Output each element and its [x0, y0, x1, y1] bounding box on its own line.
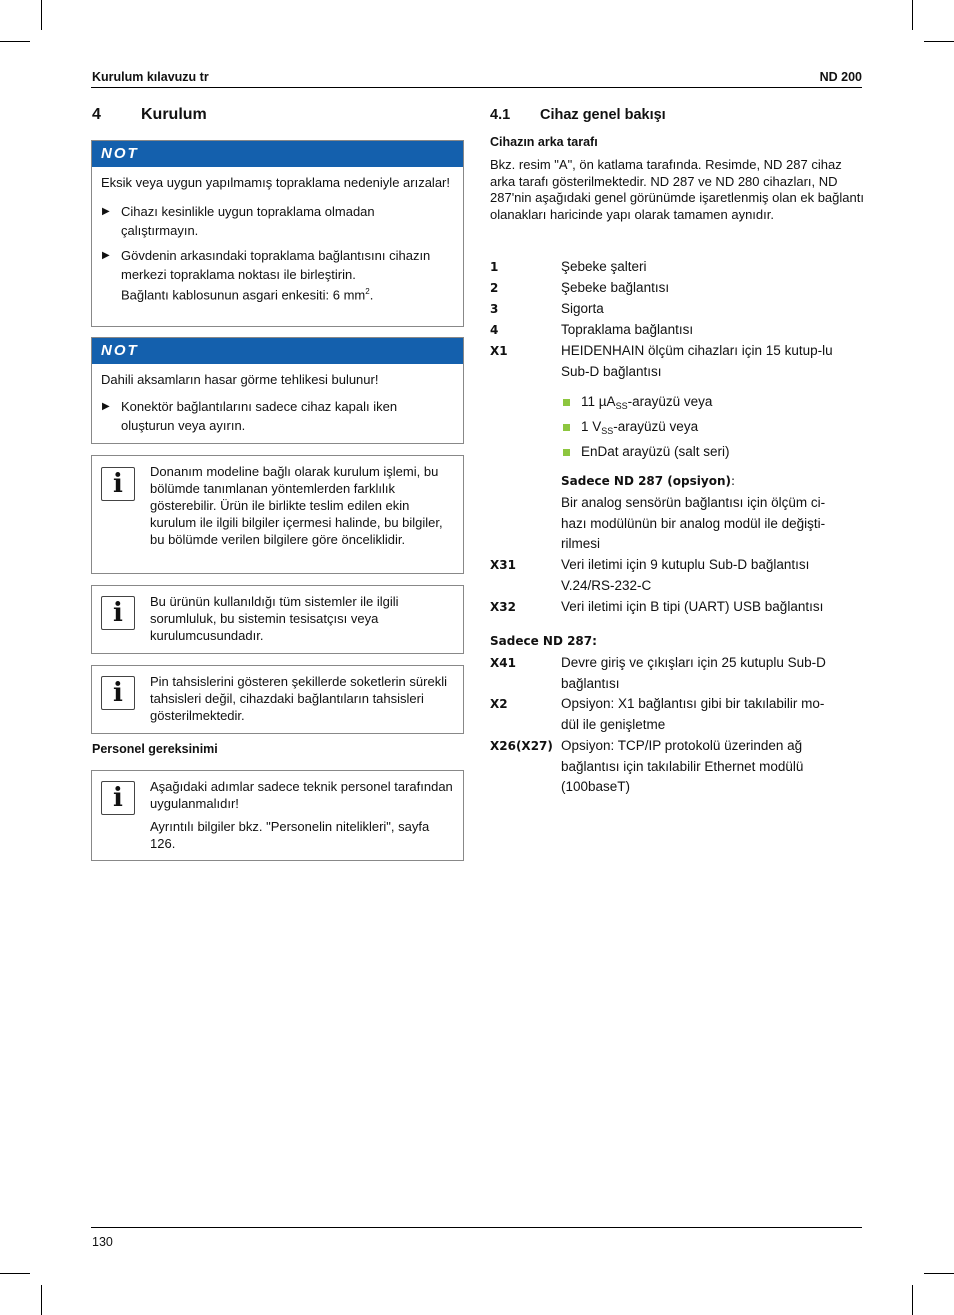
subtext-end: .: [369, 286, 374, 302]
bullet-main: EnDat arayüzü (salt seri): [581, 444, 730, 459]
info-box: [91, 585, 464, 654]
bullet-main: 11 µA: [581, 394, 616, 409]
crop-mark: [924, 1273, 954, 1274]
notice-bullet-subtext: [121, 284, 453, 303]
crop-mark: [41, 0, 42, 30]
green-square-icon: [563, 424, 570, 431]
info-text: Bu ürünün kullanıldığı tüm sistemler ile ilgili sorumluluk, bu sistemin tesisatçısı veya kurulumcusundadır.: [150, 594, 399, 643]
notice-bullet-text: Konektör bağlantılarını sadece cihaz kapalı iken oluşturun veya ayırın.: [121, 398, 398, 433]
legend-value: Opsiyon: TCP/IP protokolü üzerinden ağ bağlantısı için takılabilir Ethernet modülü (100baseT): [561, 738, 804, 795]
info-icon: i: [101, 596, 135, 630]
legend-key: X41: [490, 656, 516, 670]
crop-mark: [912, 0, 913, 30]
option-colon: :: [730, 474, 736, 488]
legend-value: Veri iletimi için B tipi (UART) USB bağlantısı: [561, 599, 824, 614]
section-heading: [490, 107, 666, 123]
green-square-icon: [563, 449, 570, 456]
info-text: Donanım modeline bağlı olarak kurulum işlemi, bu bölümde tanımlanan yöntemlerden farklılık gösterebilir. Ürün ile birlikte teslim edilen ekin kurulum ile ilgili bilgiler içermesi halinde, bu bilgiler, bu bölümde verilen bilgilere göre önceliklidir.: [150, 464, 443, 547]
legend-key: 4: [490, 323, 499, 337]
triangle-right-icon: ▶: [102, 249, 110, 261]
page-number: 130: [92, 1235, 113, 1249]
personnel-p2: Ayrıntılı bilgiler bkz. "Personelin nitelikleri", sayfa 126.: [150, 819, 430, 851]
notice-box-components: [91, 337, 464, 444]
legend-key: 2: [490, 281, 499, 295]
info-text: Pin tahsislerini gösteren şekillerde soketlerin sürekli tahsisleri değil, cihazdaki bağlantıların tahsisleri gösterilmektedir.: [150, 674, 447, 723]
chapter-heading: [92, 106, 207, 124]
notice-bullet: [101, 397, 453, 435]
nd287-heading: Sadece ND 287:: [490, 634, 597, 648]
info-icon: i: [101, 781, 135, 815]
notice-intro: Eksik veya uygun yapılmamış topraklama nedeniyle arızalar!: [101, 175, 450, 190]
legend-value: Şebeke şalteri: [561, 259, 647, 274]
notice-label: NOT: [92, 141, 463, 167]
interface-bullet-text: [581, 419, 698, 436]
notice-bullet-text: Gövdenin arkasındaki topraklama bağlantısını cihazın merkezi topraklama noktası ile birleştirin.: [121, 247, 431, 282]
interface-bullet-text: [581, 444, 730, 459]
subtext-main: Bağlantı kablosunun asgari enkesiti: 6 mm: [121, 286, 366, 302]
notice-box-grounding: [91, 140, 464, 327]
crop-mark: [924, 41, 954, 42]
notice-intro: Dahili aksamların hasar görme tehlikesi bulunur!: [101, 372, 379, 387]
legend-key: X26(X27): [490, 739, 553, 753]
crop-mark: [0, 41, 30, 42]
crop-mark: [0, 1273, 30, 1274]
bullet-subscript: SS: [601, 426, 614, 436]
bullet-end: -arayüzü veya: [627, 394, 713, 409]
interface-bullet-text: [581, 394, 712, 411]
subheading-rear: Cihazın arka tarafı: [490, 135, 598, 149]
notice-bullet: [101, 202, 453, 240]
running-header-left: Kurulum kılavuzu tr: [92, 70, 209, 84]
option-heading: [561, 474, 735, 488]
crop-mark: [912, 1285, 913, 1315]
section-number: 4.1: [490, 107, 511, 123]
section-title: Cihaz genel bakışı: [540, 107, 666, 123]
notice-bullet: [101, 246, 453, 303]
legend-value: Veri iletimi için 9 kutuplu Sub-D bağlantısı V.24/RS-232-C: [561, 557, 810, 593]
legend-key: 1: [490, 260, 499, 274]
green-square-icon: [563, 399, 570, 406]
info-box: [91, 455, 464, 574]
crop-mark: [41, 1285, 42, 1315]
legend-value: Şebeke bağlantısı: [561, 280, 670, 295]
personnel-heading: Personel gereksinimi: [92, 742, 218, 756]
chapter-title: Kurulum: [141, 106, 207, 123]
legend-key: X32: [490, 600, 516, 614]
triangle-right-icon: ▶: [102, 400, 110, 412]
option-text: Bir analog sensörün bağlantısı için ölçüm ci-hazı modülünün bir analog modül ile değişti-rilmesi: [561, 495, 826, 552]
info-box: [91, 665, 464, 734]
legend-value: Topraklama bağlantısı: [561, 322, 694, 337]
notice-label: NOT: [92, 338, 463, 364]
legend-value: Opsiyon: X1 bağlantısı gibi bir takılabilir mo-dül ile genişletme: [561, 696, 825, 732]
notice-bullet-text: Cihazı kesinlikle uygun topraklama olmadan çalıştırmayın.: [121, 203, 375, 238]
option-title: Sadece ND 287 (opsiyon): [561, 474, 731, 488]
info-text: [150, 778, 453, 858]
legend-value: Sigorta: [561, 301, 604, 316]
legend-key: X1: [490, 344, 508, 358]
info-icon: i: [101, 467, 135, 501]
header-rule: [91, 87, 862, 88]
running-header-right: ND 200: [819, 70, 862, 84]
triangle-right-icon: ▶: [102, 205, 110, 217]
footer-rule: [91, 1227, 862, 1228]
superscript: 2: [365, 286, 370, 296]
personnel-p1: Aşağıdaki adımlar sadece teknik personel tarafından uygulanmalıdır!: [150, 779, 453, 811]
legend-key: X31: [490, 558, 516, 572]
bullet-main: 1 V: [581, 419, 602, 434]
info-icon: i: [101, 676, 135, 710]
bullet-subscript: SS: [615, 401, 628, 411]
bullet-end: -arayüzü veya: [613, 419, 699, 434]
info-box-personnel: [91, 770, 464, 861]
legend-key: 3: [490, 302, 499, 316]
chapter-number: 4: [92, 106, 101, 123]
rear-description: Bkz. resim "A", ön katlama tarafında. Resimde, ND 287 cihaz arka tarafı gösterilmektedir. ND 287 ve ND 280 cihazları, ND 287'nin aşağıdaki genel görünümde işaretlenmiş olan ek bağlantı olanakları haricinde yapı olarak tamamen aynıdır.: [490, 157, 864, 222]
legend-key: X2: [490, 697, 508, 711]
legend-value: Devre giriş ve çıkışları için 25 kutuplu Sub-D bağlantısı: [561, 655, 826, 691]
legend-value: HEIDENHAIN ölçüm cihazları için 15 kutup-lu Sub-D bağlantısı: [561, 343, 833, 379]
